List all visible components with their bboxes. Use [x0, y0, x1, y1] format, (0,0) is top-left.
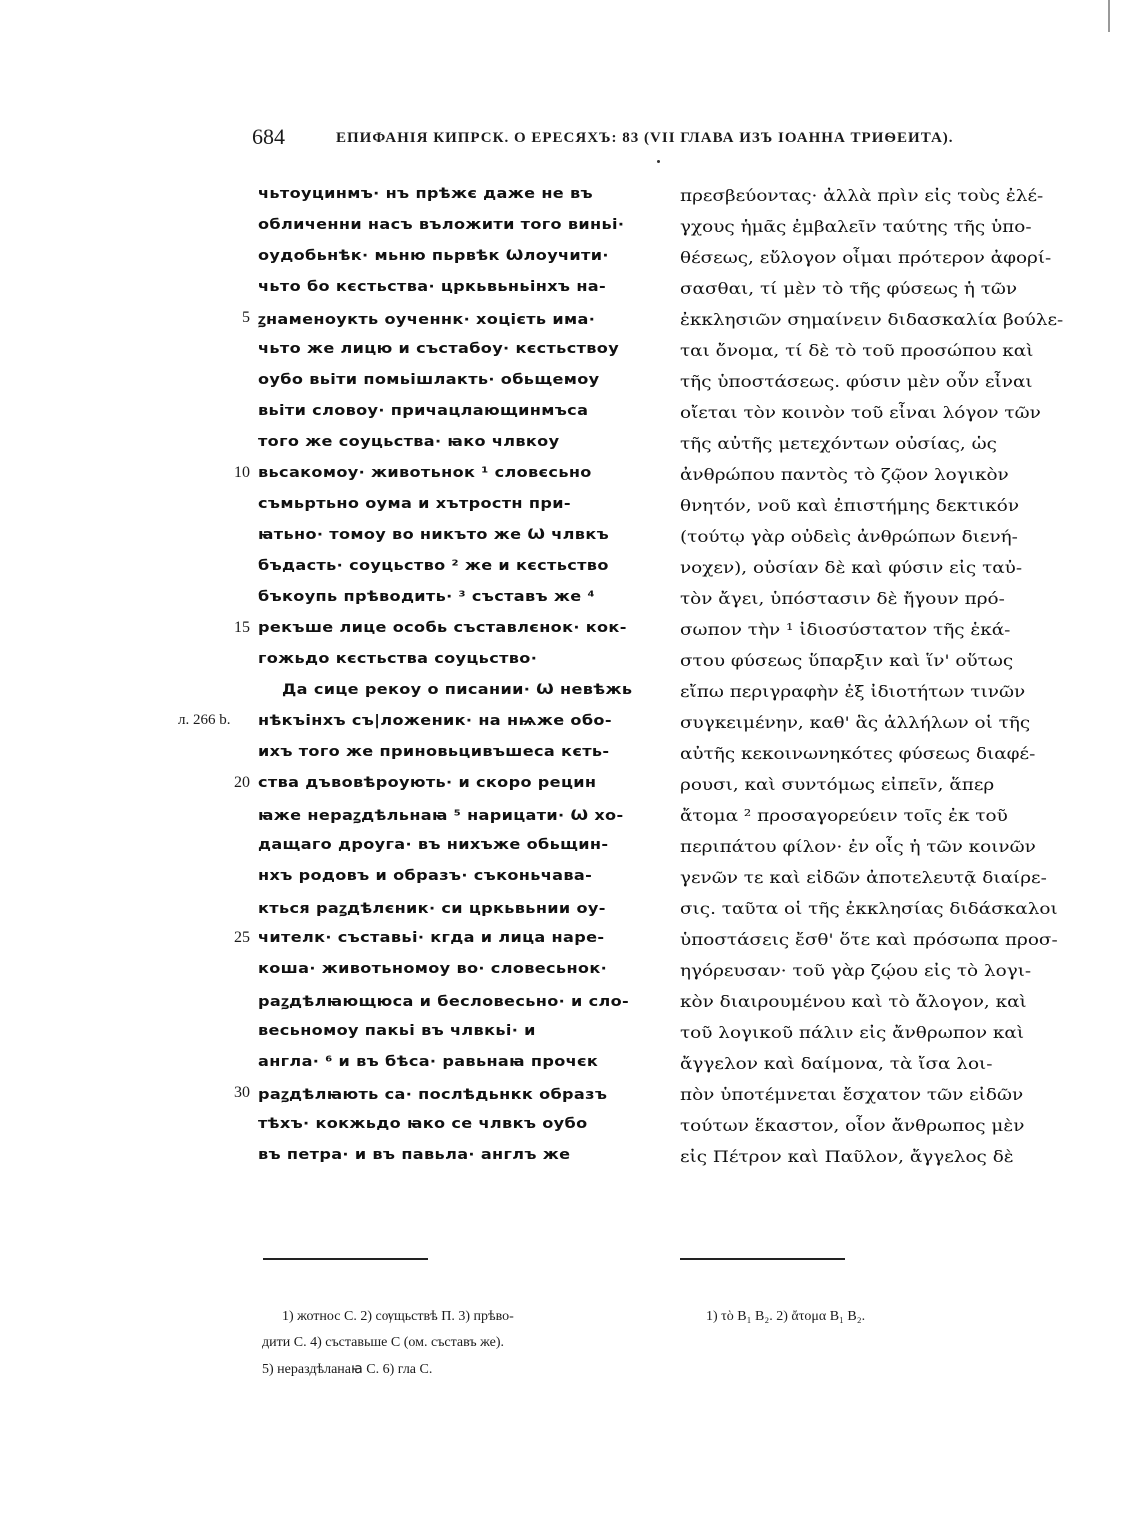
slavonic-line: рекъше лице особь съставлєнок· кок- [258, 620, 627, 636]
greek-line: σις. ταῦτα οἱ τῆς ἐκκλησίας διδάσκαλοι [680, 899, 1058, 918]
slavonic-line: чителк· съставьі· кгда и лица наре- [258, 930, 605, 946]
greek-line: (τούτῳ γὰρ οὐδεὶς ἀνθρώπων διενή- [680, 527, 1018, 546]
greek-line: τοῦ λογικοῦ πάλιν εἰς ἄνθρωπον καὶ [680, 1023, 1025, 1042]
greek-line: ἐκκλησιῶν σημαίνειν διδασκαλία βούλε- [680, 310, 1064, 329]
greek-line: τούτων ἕκαστον, οἷον ἄνθρωπος μὲν [680, 1116, 1025, 1135]
greek-line: τῆς ὑποστάσεως. φύσιν μὲν οὖν εἶναι [680, 372, 1033, 391]
footnote-right-line: 1) τὸ B₁ B₂. 2) ἄτομα B₁ B₂. [706, 1309, 866, 1324]
slavonic-line: ꙗже нераꙁдѣльнаꙗ ⁵ нарицати· Ѡ хо- [258, 808, 624, 824]
greek-line: ρουσι, καὶ συντόμως εἰπεῖν, ἅπερ [680, 775, 995, 794]
greek-line: ἀνθρώπου παντὸς τὸ ζῷον λογικὸν [680, 465, 1009, 484]
slavonic-line: вьіти словоу· причацлающинмъса [258, 403, 589, 419]
slavonic-line: оубо вьіти помьішлакть· обьщемоу [258, 372, 600, 388]
footnote-left-line: дити С. 4) съставьше С (ом. съставъ же). [262, 1335, 505, 1350]
slavonic-line: бъдасть· соуцьство ² же и кєстьство [258, 558, 609, 574]
slavonic-line: гожьдо кєстьства соуцьство· [258, 651, 538, 667]
greek-line: συγκειμένην, καθ' ἃς ἀλλήλων οἱ τῆς [680, 713, 1031, 732]
greek-line: στου φύσεως ὕπαρξιν καὶ ἵν' οὕτως [680, 651, 1014, 670]
slavonic-line: дащаго дроуга· въ нихъже обьщин- [258, 837, 609, 853]
slavonic-line: того же соуцьства· ꙗко члвкоу [258, 434, 560, 450]
greek-line: πρεσβεύοντας· ἀλλὰ πρὶν εἰς τοὺς ἐλέ- [680, 186, 1044, 205]
greek-line: κὸν διαιρουμένου καὶ τὸ ἄλογον, καὶ [680, 992, 1027, 1011]
greek-line: θνητόν, νοῦ καὶ ἐπιστήμης δεκτικόν [680, 496, 1020, 515]
footnote-rule-left [263, 1258, 428, 1260]
greek-line: πὸν ὑποτέμνεται ἔσχατον τῶν εἰδῶν [680, 1085, 1024, 1104]
slavonic-line: съмьртьно оума и хътростн при- [258, 496, 571, 512]
slavonic-line: бъкоупь прѣводить· ³ съставъ же ⁴ [258, 589, 595, 605]
greek-line: γενῶν τε καὶ εἰδῶν ἀποτελευτᾷ διαίρε- [680, 868, 1047, 887]
greek-line: ὑποστάσεις ἔσθ' ὅτε καὶ πρόσωπα προσ- [680, 930, 1058, 949]
greek-line: ηγόρευσαν· τοῦ γὰρ ζῴου εἰς τὸ λογι- [680, 961, 1032, 980]
slavonic-line: оудобьнѣк· мьню пьрвѣк Ѡлоучити· [258, 248, 609, 264]
slavonic-line: раꙁдѣлꙗють са· послѣдьнкк образъ [258, 1087, 608, 1103]
slavonic-line: ꙁнаменоукть оученнк· хоцієть има· [258, 312, 596, 328]
line-number: 25 [234, 929, 250, 946]
running-header: ЕПИФАНІЯ КИПРСК. О ЕРЕСЯХЪ: 83 (VII ГЛАВА ИЗЪ ІОАННА ТРИѲЕИТА). [336, 130, 954, 146]
slavonic-line: чьто бо кєстьства· цркьвьньінхъ на- [258, 279, 607, 295]
slavonic-line: чьто же лицю и състабоу· кєстьствоу [258, 341, 620, 357]
slavonic-line: Да сице рекоу о писании· Ѡ невѣжь [282, 682, 633, 698]
greek-line: θέσεως, εὔλογον οἶμαι πρότερον ἀφορί- [680, 248, 1052, 267]
greek-line: σασθαι, τί μὲν τὸ τῆς φύσεως ἡ τῶν [680, 279, 1018, 298]
footnote-rule-right [680, 1258, 845, 1260]
slavonic-line: нхъ родовъ и образъ· съконьчава- [258, 868, 593, 884]
greek-line: γχους ἡμᾶς ἐμβαλεῖν ταύτης τῆς ὑπο- [680, 217, 1032, 236]
slavonic-line: тѣхъ· кокжьдо ꙗко се члвкъ оубо [258, 1116, 588, 1132]
line-number: 20 [234, 774, 250, 791]
greek-line: εἴπω περιγραφὴν ἐξ ἰδιοτήτων τινῶν [680, 682, 1026, 701]
slavonic-line: весьномоу пакьі въ члвкьі· и [258, 1023, 536, 1039]
greek-line: ἄτομα ² προσαγορεύειν τοῖς ἐκ τοῦ [680, 806, 1008, 825]
slavonic-line: коша· животьномоу во· словесьнок· [258, 961, 608, 977]
slavonic-line: раꙁдѣлꙗющюса и бесловесьно· и сло- [258, 994, 630, 1010]
slavonic-line: вьсакомоу· животьнок ¹ словєсьно [258, 465, 592, 481]
footnote-left-line: 1) жотнос С. 2) сѹщьствѣ П. 3) прѣво- [282, 1309, 514, 1324]
line-number: 10 [234, 464, 250, 481]
slavonic-line: обличенни насъ въложити того виньі· [258, 217, 625, 233]
slavonic-line: въ петра· и въ павьла· англъ же [258, 1147, 571, 1163]
greek-line: τὸν ἄγει, ὑπόστασιν δὲ ἤγουν πρό- [680, 589, 1005, 608]
folio-margin-note: л. 266 b. [178, 712, 231, 728]
slavonic-line: кться раꙁдѣлєник· си цркьвьнии оу- [258, 901, 606, 917]
slavonic-line: чьтоуцинмъ· нъ прѣжє даже не въ [258, 186, 593, 202]
greek-line: νοχεν), οὐσίαν δὲ καὶ φύσιν εἰς ταὐ- [680, 558, 1023, 577]
greek-line: ται ὄνομα, τί δὲ τὸ τοῦ προσώπου καὶ [680, 341, 1034, 360]
greek-line: περιπάτου φίλον· ἐν οἷς ἡ τῶν κοινῶν [680, 837, 1036, 856]
line-number: 5 [242, 309, 250, 326]
slavonic-line: нѣкъінхъ съ|ложеник· на нѩже обо- [258, 713, 612, 729]
slavonic-line: англа· ⁶ и въ бѣса· равьнаꙗ прочєк [258, 1054, 599, 1070]
footnote-left-line: 5) нераздѣланаꙗ С. 6) гла С. [262, 1362, 433, 1377]
header-dot [657, 160, 660, 163]
greek-line: αὐτῆς κεκοινωνηκότες φύσεως διαφέ- [680, 744, 1036, 763]
slavonic-line: ихъ того же приновьцивъшеса кєть- [258, 744, 610, 760]
page-number: 684 [252, 124, 285, 149]
line-number: 30 [234, 1084, 250, 1101]
greek-line: εἰς Πέτρον καὶ Παῦλον, ἄγγελος δὲ [680, 1147, 1014, 1166]
greek-line: τῆς αὐτῆς μετεχόντων οὐσίας, ὡς [680, 434, 997, 453]
line-number: 15 [234, 619, 250, 636]
greek-line: σωπον τὴν ¹ ἰδιοσύστατον τῆς ἑκά- [680, 620, 1011, 639]
slavonic-line: ства дъвовѣроують· и скоро рецин [258, 775, 597, 791]
slavonic-line: ꙗтьно· томоу во никъто же Ѡ члвкъ [258, 527, 610, 543]
greek-line: ἄγγελον καὶ δαίμονα, τὰ ἴσα λοι- [680, 1054, 993, 1073]
greek-line: οἴεται τὸν κοινὸν τοῦ εἶναι λόγον τῶν [680, 403, 1041, 422]
page-edge-mark [1108, 0, 1110, 32]
